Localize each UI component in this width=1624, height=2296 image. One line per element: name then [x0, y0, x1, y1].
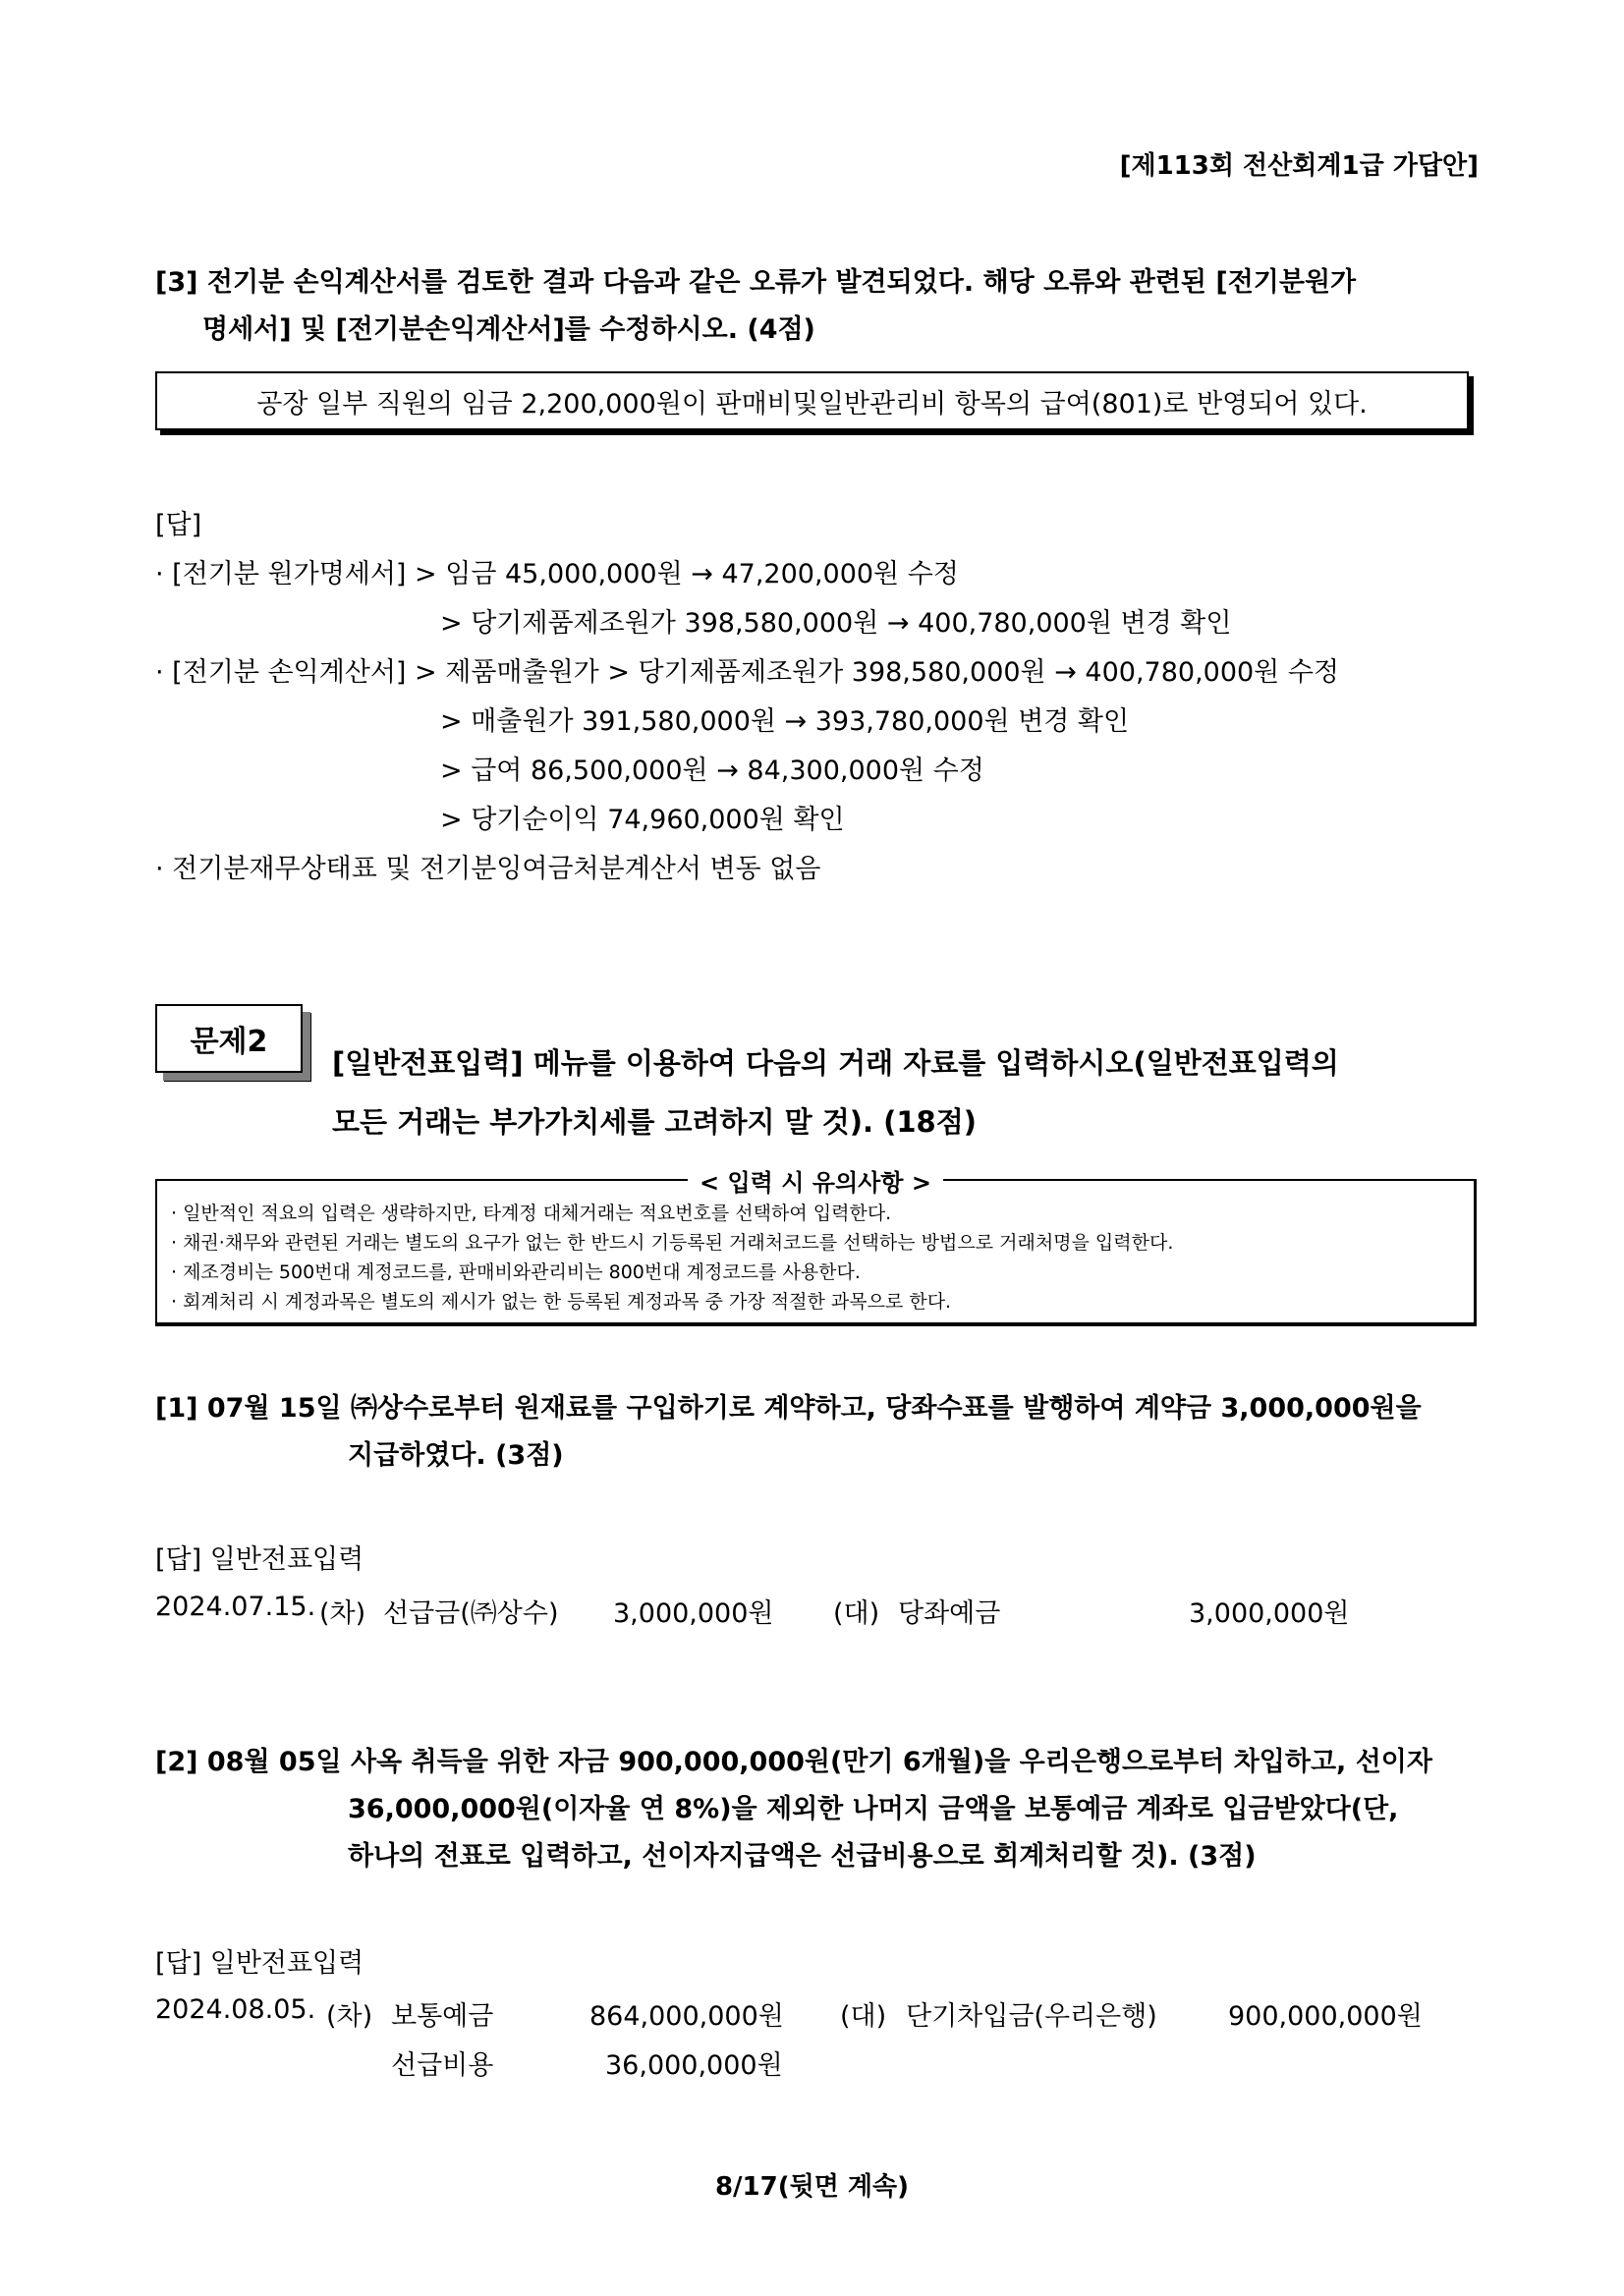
journal-date: 2024.08.05. — [155, 1994, 316, 2025]
problem-2-title — [332, 1034, 1479, 1151]
caution-item: · 일반적인 적요의 입력은 생략하지만, 타계정 대체거래는 적요번호를 선택하여 입력한다. — [171, 1203, 892, 1224]
debit-amount: 36,000,000원 — [605, 2050, 783, 2081]
credit-account: 단기차입금(우리은행) — [906, 2001, 1157, 2032]
problem-2-1-line1: [1] 07월 15일 ㈜상수로부터 원재료를 구입하기로 계약하고, 당좌수표를 발행하여 계약금 3,000,000원을 — [155, 1393, 1422, 1424]
problem-2-badge: 문제2 — [155, 1004, 303, 1073]
answer-line: > 당기순이익 74,960,000원 확인 — [440, 805, 845, 835]
caution-item: · 제조경비는 500번대 계정코드를, 판매비와관리비는 800번대 계정코드를 사용한다. — [171, 1261, 861, 1283]
credit-amount: 3,000,000원 — [1189, 1598, 1350, 1629]
question-3-title — [155, 259, 1477, 354]
debit-account: 보통예금 — [391, 2001, 494, 2032]
caution-item: · 채권·채무와 관련된 거래는 별도의 요구가 없는 한 반드시 기등록된 거래처코드를 선택하는 방법으로 거래처명을 입력한다. — [171, 1232, 1174, 1254]
caution-item: · 회계처리 시 계정과목은 별도의 제시가 없는 한 등록된 계정과목 중 가장 적절한 과목으로 한다. — [171, 1291, 952, 1313]
problem-2-title-line2: 모든 거래는 부가가치세를 고려하지 말 것). (18점) — [332, 1105, 977, 1139]
debit-amount: 864,000,000원 — [589, 2001, 784, 2032]
problem-2-2-line3: 하나의 전표로 입력하고, 선이자지급액은 선급비용으로 회계처리할 것). (3점) — [348, 1841, 1257, 1872]
credit-amount: 900,000,000원 — [1228, 2001, 1423, 2032]
caution-list — [157, 1181, 1474, 1316]
answer-line: > 급여 86,500,000원 → 84,300,000원 수정 — [440, 756, 984, 786]
caution-box — [155, 1169, 1477, 1326]
answer-line: · [전기분 손익계산서] > 제품매출원가 > 당기제품제조원가 398,580,000원 → 400,780,000원 수정 — [155, 657, 1340, 688]
problem-2-1-answer-label: [답] 일반전표입력 — [155, 1544, 364, 1575]
problem-2-2-title — [155, 1739, 1477, 1880]
debit-marker: (차) — [319, 1598, 366, 1629]
answer-label: [답] — [155, 510, 202, 540]
answer-line: · [전기분 원가명세서] > 임금 45,000,000원 → 47,200,000원 수정 — [155, 559, 959, 589]
problem-2-2-line2: 36,000,000원(이자율 연 8%)을 제외한 나머지 금액을 보통예금 계좌로 입금받았다(단, — [348, 1794, 1399, 1824]
problem-2-1-line2: 지급하였다. (3점) — [348, 1440, 564, 1471]
problem-2-1-title — [155, 1385, 1477, 1480]
answer-line: > 매출원가 391,580,000원 → 393,780,000원 변경 확인 — [440, 706, 1130, 737]
answer-line: > 당기제품제조원가 398,580,000원 → 400,780,000원 변경 확인 — [440, 608, 1232, 639]
journal-date: 2024.07.15. — [155, 1592, 316, 1622]
caution-title: < 입력 시 유의사항 > — [688, 1163, 943, 1198]
problem-2-2-line1: [2] 08월 05일 사옥 취득을 위한 자금 900,000,000원(만기 6개월)을 우리은행으로부터 차입하고, 선이자 — [155, 1747, 1432, 1777]
debit-account: 선급비용 — [391, 2050, 494, 2081]
error-note-text: 공장 일부 직원의 임금 2,200,000원이 판매비및일반관리비 항목의 급여(801)로 반영되어 있다. — [256, 388, 1368, 420]
credit-marker: (대) — [833, 1598, 880, 1629]
problem-2-title-line1: [일반전표입력] 메뉴를 이용하여 다음의 거래 자료를 입력하시오(일반전표입력의 — [332, 1046, 1339, 1080]
answer-line: · 전기분재무상태표 및 전기분잉여금처분계산서 변동 없음 — [155, 854, 821, 884]
problem-2-2-answer-label: [답] 일반전표입력 — [155, 1948, 364, 1979]
question-3-line2: 명세서] 및 [전기분손익계산서]를 수정하시오. (4점) — [202, 314, 815, 345]
page-header: [제113회 전산회계1급 가답안] — [1119, 151, 1479, 181]
credit-account: 당좌예금 — [898, 1598, 1001, 1629]
page-footer: 8/17(뒷면 계속) — [714, 2172, 910, 2202]
question-3-answer — [155, 501, 1339, 894]
debit-marker: (차) — [326, 2001, 373, 2032]
error-note-box — [155, 371, 1469, 430]
debit-amount: 3,000,000원 — [613, 1598, 774, 1629]
debit-account: 선급금(㈜상수) — [383, 1598, 559, 1629]
question-3-line1: [3] 전기분 손익계산서를 검토한 결과 다음과 같은 오류가 발견되었다. 해당 오류와 관련된 [전기분원가 — [155, 267, 1357, 298]
credit-marker: (대) — [840, 2001, 887, 2032]
